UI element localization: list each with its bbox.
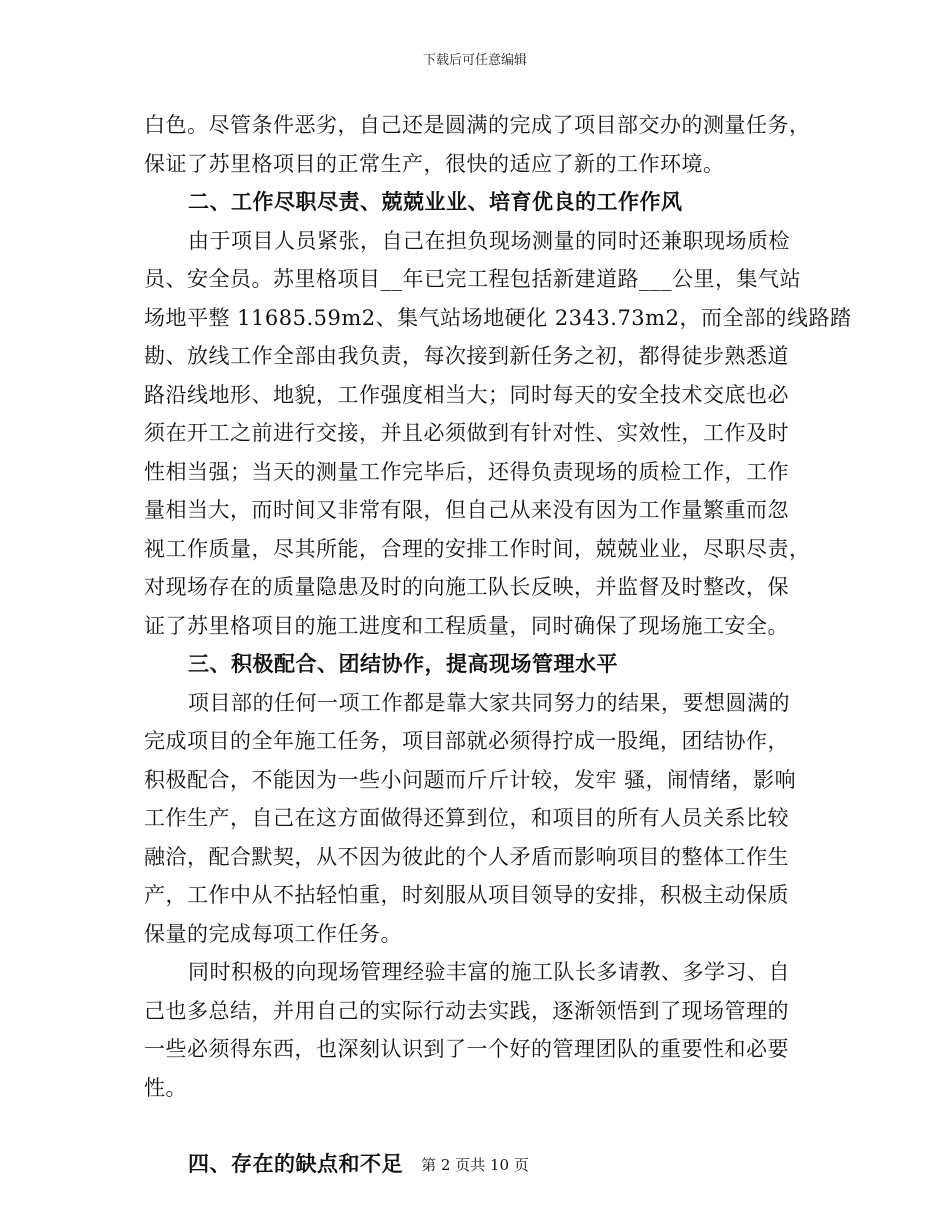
- document-body: [144, 106, 852, 1184]
- paragraph-gap: [144, 1107, 806, 1145]
- body-line: 场地平整 11685.59m2、集气站场地硬化 2343.73m2，而全部的线路踏: [144, 305, 852, 330]
- body-line: 完成项目的全年施工任务，项目部就必须得拧成一股绳，团结协作，: [144, 729, 789, 753]
- body-line: 视工作质量，尽其所能，合理的安排工作时间，兢兢业业，尽职尽责，: [144, 536, 811, 561]
- body-line: 对现场存在的质量隐患及时的向施工队长反映，并监督及时整改，保: [144, 575, 789, 599]
- body-line: 一些必须得东西，也深刻认识到了一个好的管理团队的重要性和必要: [144, 1037, 789, 1061]
- body-line: 量相当大，而时间又非常有限，但自己从来没有因为工作量繁重而忽: [144, 498, 789, 522]
- body-line: 证了苏里格项目的施工进度和工程质量，同时确保了现场施工安全。: [144, 613, 789, 638]
- body-line: 积极配合，不能因为一些小问题而斤斤计较，发牢 骚，闹情绪，影响: [144, 767, 797, 792]
- body-line: 融洽，配合默契，从不因为彼此的个人矛盾而影响项目的整体工作生: [144, 844, 789, 869]
- page-footer: 第 2 页共 10 页: [421, 1156, 529, 1174]
- body-line: 须在开工之前进行交接，并且必须做到有针对性、实效性，工作及时: [144, 421, 789, 445]
- body-line: 保证了苏里格项目的正常生产，很快的适应了新的工作环境。: [144, 151, 725, 176]
- section-heading: 四、存在的缺点和不足: [188, 1151, 403, 1176]
- body-line: 勘、放线工作全部由我负责，每次接到新任务之初，都得徒步熟悉道: [144, 344, 789, 368]
- paragraph-first-line: 项目部的任何一项工作都是靠大家共同努力的结果，要想圆满的: [188, 690, 790, 715]
- body-line: 己也多总结，并用自己的实际行动去实践，逐渐领悟到了现场管理的: [144, 998, 789, 1023]
- body-line: 白色。尽管条件恶劣，自己还是圆满的完成了项目部交办的测量任务，: [144, 113, 811, 137]
- body-line: 工作生产，自己在这方面做得还算到位，和项目的所有人员关系比较: [144, 806, 789, 830]
- page-header: 下载后可任意编辑: [422, 53, 527, 68]
- body-line: 路沿线地形、地貌，工作强度相当大；同时每天的安全技术交底也必: [144, 382, 789, 407]
- section-heading: 二、工作尽职尽责、兢兢业业、培育优良的工作作风: [188, 189, 683, 214]
- body-line: 性。: [144, 1075, 187, 1100]
- paragraph-first-line: 由于项目人员紧张，自己在担负现场测量的同时还兼职现场质检: [188, 228, 790, 253]
- section-heading: 三、积极配合、团结协作，提高现场管理水平: [188, 651, 618, 676]
- body-line: 保量的完成每项工作任务。: [144, 921, 402, 946]
- body-line: 员、安全员。苏里格项目__年已完工程包括新建道路___公里，集气站: [144, 267, 801, 291]
- body-line: 产，工作中从不拈轻怕重，时刻服从项目领导的安排，积极主动保质: [144, 883, 789, 907]
- paragraph-first-line: 同时积极的向现场管理经验丰富的施工队长多请教、多学习、自: [188, 960, 790, 984]
- body-line: 性相当强；当天的测量工作完毕后，还得负责现场的质检工作，工作: [144, 459, 789, 484]
